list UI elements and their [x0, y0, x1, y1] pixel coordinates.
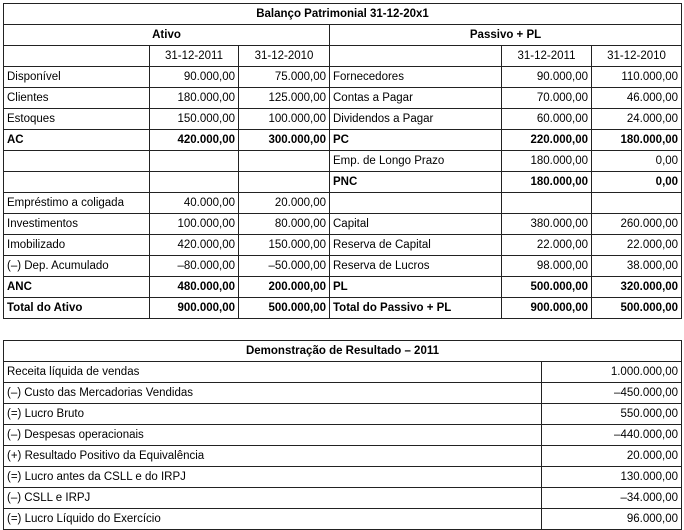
ativo-value-2011: 40.000,00	[150, 193, 239, 214]
table-row	[4, 172, 682, 193]
dre-value: 550.000,00	[542, 404, 682, 425]
ativo-value-2010	[239, 151, 330, 172]
demonstracao-resultado-table	[3, 340, 682, 530]
balanco-title: Balanço Patrimonial 31-12-20x1	[4, 4, 682, 25]
ativo-header: Ativo	[4, 25, 330, 46]
ativo-value-2010: 500.000,00	[239, 298, 330, 319]
passivo-value-2011: 900.000,00	[502, 298, 592, 319]
table-row	[4, 151, 682, 172]
passivo-col-2010: 31-12-2010	[592, 46, 682, 67]
dre-label: (+) Resultado Positivo da Equivalência	[4, 446, 542, 467]
dre-value: 130.000,00	[542, 467, 682, 488]
passivo-value-2010: 110.000,00	[592, 67, 682, 88]
dre-label: Receita líquida de vendas	[4, 362, 542, 383]
table-row	[4, 67, 682, 88]
table-row	[4, 362, 682, 383]
balanco-date-row	[4, 46, 682, 67]
table-row	[4, 446, 682, 467]
passivo-label: PNC	[330, 172, 502, 193]
dre-title-row	[4, 341, 682, 362]
ativo-value-2011: 150.000,00	[150, 109, 239, 130]
passivo-value-2011: 380.000,00	[502, 214, 592, 235]
ativo-value-2010: 80.000,00	[239, 214, 330, 235]
dre-value: 96.000,00	[542, 509, 682, 530]
passivo-value-2010: 0,00	[592, 151, 682, 172]
passivo-label: Reserva de Capital	[330, 235, 502, 256]
passivo-label: PL	[330, 277, 502, 298]
ativo-value-2011: –80.000,00	[150, 256, 239, 277]
passivo-value-2011: 180.000,00	[502, 172, 592, 193]
passivo-value-2011: 180.000,00	[502, 151, 592, 172]
ativo-value-2010: –50.000,00	[239, 256, 330, 277]
ativo-label: Disponível	[4, 67, 150, 88]
table-row	[4, 193, 682, 214]
table-row	[4, 425, 682, 446]
table-row	[4, 88, 682, 109]
passivo-label: Emp. de Longo Prazo	[330, 151, 502, 172]
passivo-value-2010: 320.000,00	[592, 277, 682, 298]
passivo-label: PC	[330, 130, 502, 151]
passivo-label	[330, 193, 502, 214]
ativo-label	[4, 172, 150, 193]
balanco-patrimonial-table	[3, 3, 682, 319]
passivo-value-2010: 38.000,00	[592, 256, 682, 277]
dre-value: 1.000.000,00	[542, 362, 682, 383]
passivo-value-2010: 22.000,00	[592, 235, 682, 256]
passivo-value-2011: 22.000,00	[502, 235, 592, 256]
table-row	[4, 467, 682, 488]
balanco-section-row	[4, 25, 682, 46]
passivo-label: Fornecedores	[330, 67, 502, 88]
ativo-label: Clientes	[4, 88, 150, 109]
dre-value: –450.000,00	[542, 383, 682, 404]
ativo-value-2010: 20.000,00	[239, 193, 330, 214]
passivo-value-2010: 24.000,00	[592, 109, 682, 130]
table-row	[4, 509, 682, 530]
ativo-label: Total do Ativo	[4, 298, 150, 319]
dre-label: (=) Lucro antes da CSLL e do IRPJ	[4, 467, 542, 488]
ativo-value-2010	[239, 172, 330, 193]
dre-value: –34.000,00	[542, 488, 682, 509]
table-row	[4, 109, 682, 130]
passivo-value-2010: 0,00	[592, 172, 682, 193]
table-row	[4, 488, 682, 509]
passivo-label: Dividendos a Pagar	[330, 109, 502, 130]
dre-label: (=) Lucro Bruto	[4, 404, 542, 425]
ativo-value-2010: 125.000,00	[239, 88, 330, 109]
dre-label: (–) CSLL e IRPJ	[4, 488, 542, 509]
balanco-title-row	[4, 4, 682, 25]
ativo-value-2011: 90.000,00	[150, 67, 239, 88]
dre-label: (–) Despesas operacionais	[4, 425, 542, 446]
ativo-value-2011: 180.000,00	[150, 88, 239, 109]
passivo-label-header	[330, 46, 502, 67]
ativo-value-2011: 480.000,00	[150, 277, 239, 298]
dre-value: –440.000,00	[542, 425, 682, 446]
passivo-header: Passivo + PL	[330, 25, 682, 46]
passivo-value-2011	[502, 193, 592, 214]
passivo-value-2011: 98.000,00	[502, 256, 592, 277]
ativo-label	[4, 151, 150, 172]
passivo-value-2011: 70.000,00	[502, 88, 592, 109]
ativo-value-2010: 150.000,00	[239, 235, 330, 256]
ativo-label: Investimentos	[4, 214, 150, 235]
ativo-label: (–) Dep. Acumulado	[4, 256, 150, 277]
ativo-value-2011: 100.000,00	[150, 214, 239, 235]
ativo-value-2011: 420.000,00	[150, 130, 239, 151]
ativo-label: Empréstimo a coligada	[4, 193, 150, 214]
passivo-value-2011: 60.000,00	[502, 109, 592, 130]
passivo-col-2011: 31-12-2011	[502, 46, 592, 67]
dre-label: (=) Lucro Líquido do Exercício	[4, 509, 542, 530]
passivo-value-2010: 180.000,00	[592, 130, 682, 151]
passivo-label: Reserva de Lucros	[330, 256, 502, 277]
table-row	[4, 235, 682, 256]
ativo-value-2011	[150, 151, 239, 172]
passivo-value-2010	[592, 193, 682, 214]
dre-label: (–) Custo das Mercadorias Vendidas	[4, 383, 542, 404]
passivo-label: Total do Passivo + PL	[330, 298, 502, 319]
table-row	[4, 214, 682, 235]
ativo-label: Estoques	[4, 109, 150, 130]
passivo-value-2011: 90.000,00	[502, 67, 592, 88]
table-row	[4, 277, 682, 298]
table-row	[4, 130, 682, 151]
table-row	[4, 404, 682, 425]
ativo-value-2010: 100.000,00	[239, 109, 330, 130]
passivo-value-2010: 500.000,00	[592, 298, 682, 319]
ativo-col-2010: 31-12-2010	[239, 46, 330, 67]
ativo-value-2011	[150, 172, 239, 193]
ativo-value-2010: 300.000,00	[239, 130, 330, 151]
ativo-value-2010: 75.000,00	[239, 67, 330, 88]
ativo-col-2011: 31-12-2011	[150, 46, 239, 67]
ativo-value-2011: 900.000,00	[150, 298, 239, 319]
dre-value: 20.000,00	[542, 446, 682, 467]
passivo-label: Capital	[330, 214, 502, 235]
table-row	[4, 383, 682, 404]
table-row	[4, 298, 682, 319]
ativo-label: ANC	[4, 277, 150, 298]
ativo-label: AC	[4, 130, 150, 151]
passivo-value-2010: 46.000,00	[592, 88, 682, 109]
passivo-label: Contas a Pagar	[330, 88, 502, 109]
passivo-value-2011: 220.000,00	[502, 130, 592, 151]
passivo-value-2010: 260.000,00	[592, 214, 682, 235]
ativo-value-2010: 200.000,00	[239, 277, 330, 298]
ativo-label-header	[4, 46, 150, 67]
dre-title: Demonstração de Resultado – 2011	[4, 341, 682, 362]
ativo-value-2011: 420.000,00	[150, 235, 239, 256]
table-row	[4, 256, 682, 277]
passivo-value-2011: 500.000,00	[502, 277, 592, 298]
ativo-label: Imobilizado	[4, 235, 150, 256]
